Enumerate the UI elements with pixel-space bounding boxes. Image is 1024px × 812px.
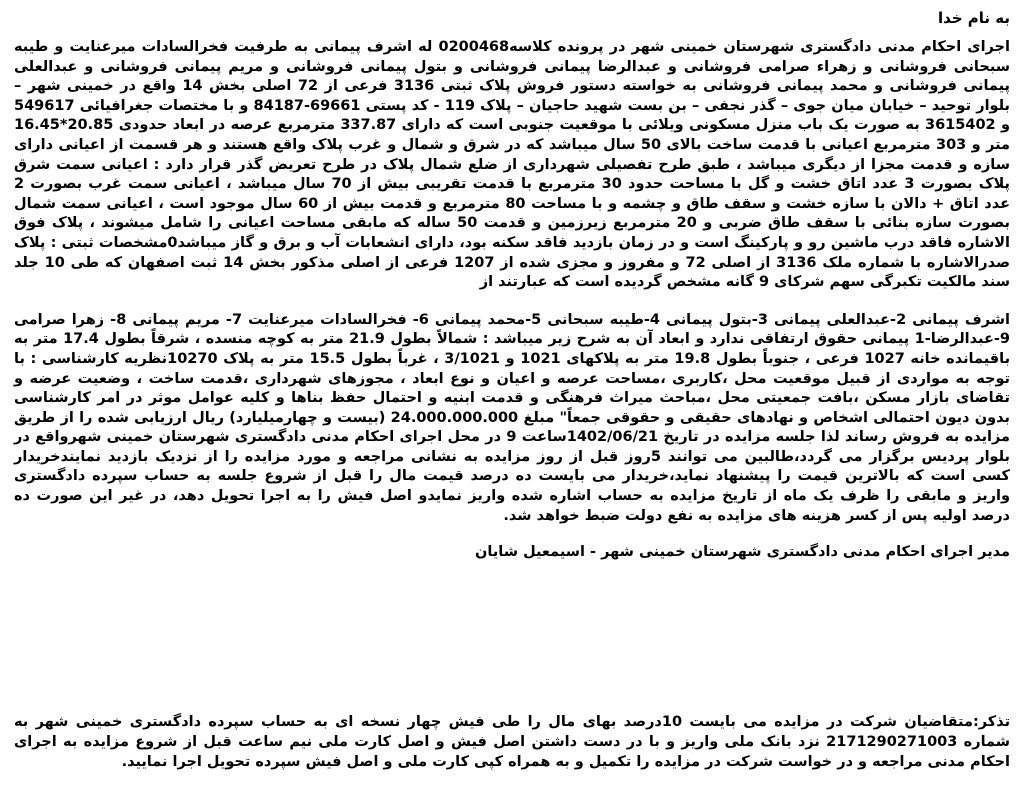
owners-and-terms-paragraph: اشرف پیمانی 2-عبدالعلی پیمانی 3-بتول پیمانی 4-طیبه سبحانی 5-محمد پیمانی 6- فخرالسادات میرعنایت 7- مریم پیمانی 8- زهرا صرامی 9-عبدالرضا-1 پیمانی حقوق ارتفاقی ندارد و ابعاد آن به شرح زیر میباشد : شمالاً بطول 21.9 متر به کوچه منسده ، شرقاً بطول 17.4 متر به باقیمانده خانه 1027 فرعی ، جنوباً بطول 19.8 متر به پلاکهای 1021 و 3/1021 ، غرباً بطول 15.5 متر به پلاک 10270نظریه کارشناسی : با توجه به مواردی از قبیل موقعیت محل ،کاربری ،مساحت عرصه و اعیان و نوع ابعاد ، مجوزهای شهرداری ،قدمت ساخت ، وضعیت عرضه و تقاضای بازار مسکن ،بافت جمعیتی محل ،مباحث میراث فرهنگی و قدمت ابنیه و احتمال حفظ بناها و کلیه عوامل موثر در امر کارشناسی بدون دیون احتمالی اشخاص و نهادهای حقیقی و حقوقی جمعاً" مبلغ 24.000.000.000 (بیست و چهارمیلیارد) ریال ارزیابی شده را از طریق مزایده به فروش رساند لذا جلسه مزایده در تاریخ 1402/06/21ساعت 9 در محل اجرای احکام مدنی دادگستری شهرستان خمینی شهرواقع در بلوار پردیس برگزار می گردد،طالبین می توانند 5روز قبل از روز مزایده به نشانی مراجعه و مورد مزایده را از نزدیک بازدید نمایندخریدار کسی است که بالاترین قیمت را پیشنهاد نماید،خریدار می بایست ده درصد قیمت مال را قبل از شروع جلسه به حساب سپرده دادگستری واریز و مابقی را ظرف یک ماه از تاریخ مزایده به حساب اشاره شده واریز نمایدو اصل فیش را به اجرا تحویل دهد، در غیر این صورت ده درصد اولیه پس از کسر هزینه های مزایده به نفع دولت ضبط خواهد شد. [14, 311, 1011, 524]
signature-line: مدیر اجرای احکام مدنی دادگستری شهرستان خمینی شهر - اسیمعیل شایان [475, 544, 1010, 561]
auction-description-paragraph: اجرای احکام مدنی دادگستری شهرستان خمینی شهر در پرونده کلاسه0200468 له اشرف پیمانی به طرفیت فخرالسادات میرعنایت و طیبه سبحانی فروشانی و زهراء صرامی فروشانی و عبدالرضا پیمانی فروشانی و بتول پیمانی فروشانی و مریم پیمانی فروشانی و عبدالعلی پیمانی فروشانی و محمد پیمانی فروشانی به خواسته دستور فروش پلاک ثبتی 3136 فرعی از 72 اصلی بخش 14 واقع در خمینی شهر – بلوار توحید – خیابان میان جوی – گذر نجفی – بن بست شهید حاجیان – پلاک 119 - کد پستی 69661-84187 و با مختصات جغرافیائی 549617 و 3615402 به صورت یک باب منزل مسکونی ویلائی با موقعیت جنوبی است که دارای 337.87 مترمربع عرصه در ابعاد حدودی 20.85*16.45 متر و 303 مترمربع اعیانی با قدمت ساخت بالای 50 سال میباشد که در شرق و شمال و غرب پلاک واقع هستند و هر قسمت از اعیانی دارای سازه و قدمت مجزا از دیگری میباشد ، طبق طرح تفصیلی شهرداری از ضلع شمال پلاک در طرح تعریض گذر قرار دارد : اعیانی سمت شرق پلاک بصورت 3 عدد اتاق خشت و گل با مساحت حدود 30 مترمربع با قدمت تقریبی بیش از 70 سال میباشد ، اعیانی سمت غرب بصورت 2 عدد اتاق + دالان با سازه خشت و سقف طاق و چشمه و با مساحت 80 مترمربع و قدمت بیش از 60 سال موجود است ، اعیانی سمت شمال بصورت سازه بنائی با سقف طاق ضربی و 20 مترمربع زیرزمین و قدمت 50 ساله که مابقی مساحت اعیانی را شامل میشوند ، پلاک فوق الاشاره فاقد درب ماشین رو و پارکینگ است و در زمان بازدید فاقد سکنه بود، دارای انشعابات آب و برق و گاز میباشد0مشخصات ثبتی : پلاک صدرالاشاره با شماره ملک 3136 از اصلی 72 و مفروز و مجزی شده از 1207 فرعی از اصلی مذکور بخش 14 ثبت اصفهان که طی 10 جلد سند مالکیت تکبرگی سهم شرکای 9 گانه مشخص گردیده است که عبارتند از [14, 39, 1010, 291]
document-heading: به نام خدا [937, 9, 1010, 27]
participation-note: تذکر:متقاضیان شرکت در مزایده می بایست 10درصد بهای مال را طی فیش چهار نسخه ای به حساب سپرده دادگستری خمینی شهر به شماره 2171290271003 نزد بانک ملی واریز و با در دست داشتن اصل فیش و اصل کارت ملی نیم ساعت قبل از شروع مزایده به اجرای احکام مدنی مراجعه و در خواست شرکت در مزایده را تکمیل و به همراه کپی کارت ملی و اصل فیش سپرده تحویل اجرا نمایید. [14, 714, 1011, 770]
